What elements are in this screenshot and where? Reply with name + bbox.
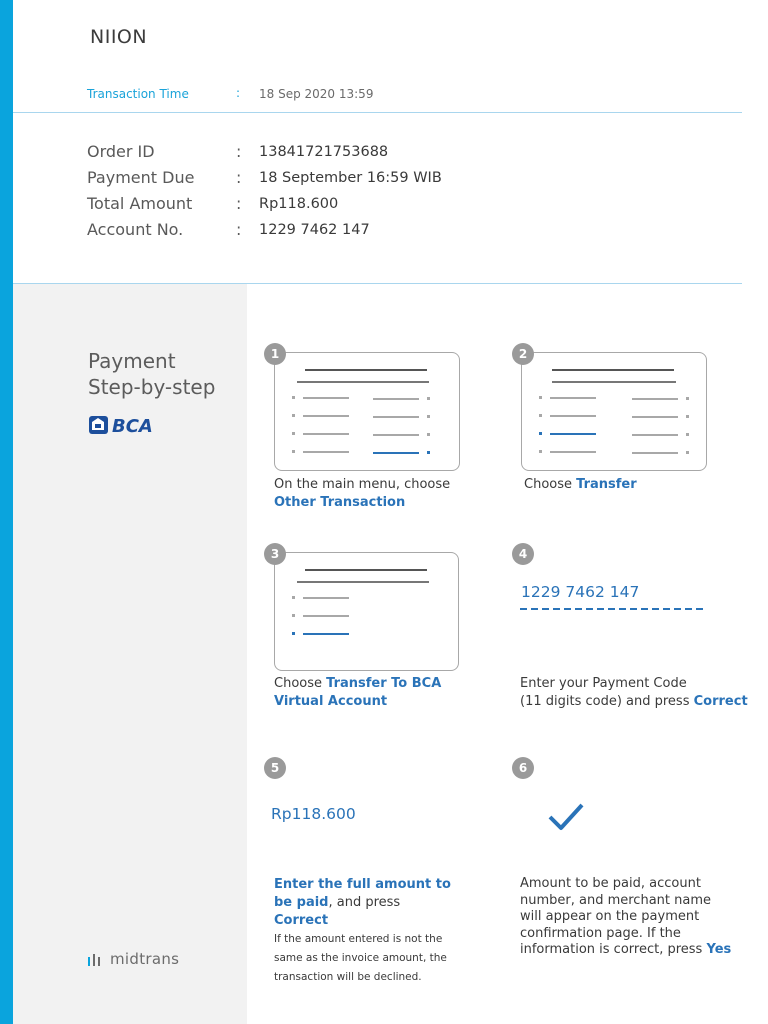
info-value: 1229 7462 147 (259, 222, 370, 238)
step-3-menu-illustration (274, 552, 459, 671)
left-accent-stripe (0, 0, 13, 1024)
info-row-total-amount (87, 194, 487, 216)
step-5-text: , and press (328, 895, 401, 910)
step-6-highlight: Yes (706, 942, 732, 957)
title-line-2: Step-by-step (88, 375, 216, 399)
step-4-number: 4 (512, 543, 534, 565)
step-1-text: On the main menu, choose (274, 477, 451, 492)
info-colon: : (236, 142, 242, 161)
step-2-menu-illustration (521, 352, 707, 471)
step-1-caption (274, 476, 474, 512)
step-1-highlight: Other Transaction (274, 495, 406, 510)
midtrans-bars-icon (88, 954, 104, 966)
merchant-name: NIION (90, 26, 148, 48)
step-2-text: Choose (524, 477, 572, 492)
step-5-caption (274, 876, 454, 987)
info-row-account-no (87, 220, 487, 242)
transaction-time-colon: : (236, 86, 241, 100)
step-3-caption (274, 675, 474, 711)
info-value: 18 September 16:59 WIB (259, 170, 442, 186)
step-2-number: 2 (512, 343, 534, 365)
step-5-highlight-2: Correct (274, 913, 329, 928)
step-1-number: 1 (264, 343, 286, 365)
transaction-time-value: 18 Sep 2020 13:59 (259, 87, 374, 101)
info-value: 13841721753688 (259, 144, 389, 160)
step-5-number: 5 (264, 757, 286, 779)
info-label: Payment Due (87, 168, 195, 187)
info-row-order-id (87, 142, 487, 164)
title-line-1: Payment (88, 349, 176, 373)
step-5-highlight-1: Enter the full amount to be paid (274, 877, 451, 910)
info-colon: : (236, 194, 242, 213)
step-4-payment-code: 1229 7462 147 (521, 583, 640, 601)
step-3-highlight: Transfer To BCA Virtual Account (274, 676, 442, 709)
info-colon: : (236, 220, 242, 239)
checkmark-icon (547, 802, 585, 832)
step-6-number: 6 (512, 757, 534, 779)
info-label: Order ID (87, 142, 155, 161)
step-2-caption (524, 476, 724, 494)
divider-top (13, 112, 742, 113)
step-4-text-1: Enter your Payment Code (520, 676, 687, 691)
info-label: Account No. (87, 220, 184, 239)
step-1-menu-illustration (274, 352, 460, 471)
info-colon: : (236, 168, 242, 187)
step-6-caption (520, 876, 735, 959)
step-4-text-2: (11 digits code) and press (520, 694, 690, 709)
step-5-note: If the amount entered is not the same as the invoice amount, the transaction will be declined. (274, 933, 447, 983)
step-4-caption (520, 675, 750, 711)
bca-logo (88, 414, 160, 440)
bank-logo-text: BCA (112, 416, 153, 436)
step-4-code-dashes (520, 608, 706, 610)
payment-steps-title (88, 348, 215, 400)
step-6-text: Amount to be paid, account number, and merchant name will appear on the payment confirmation page. If the information is correct, press (520, 876, 712, 957)
midtrans-brand-text: midtrans (110, 950, 180, 968)
info-label: Total Amount (87, 194, 193, 213)
step-3-text: Choose (274, 676, 322, 691)
step-4-highlight: Correct (693, 694, 748, 709)
step-2-highlight: Transfer (576, 477, 637, 492)
transaction-time-label: Transaction Time (87, 87, 189, 101)
info-value: Rp118.600 (259, 196, 339, 212)
step-3-number: 3 (264, 543, 286, 565)
step-5-amount: Rp118.600 (271, 805, 356, 823)
info-row-payment-due (87, 168, 487, 190)
